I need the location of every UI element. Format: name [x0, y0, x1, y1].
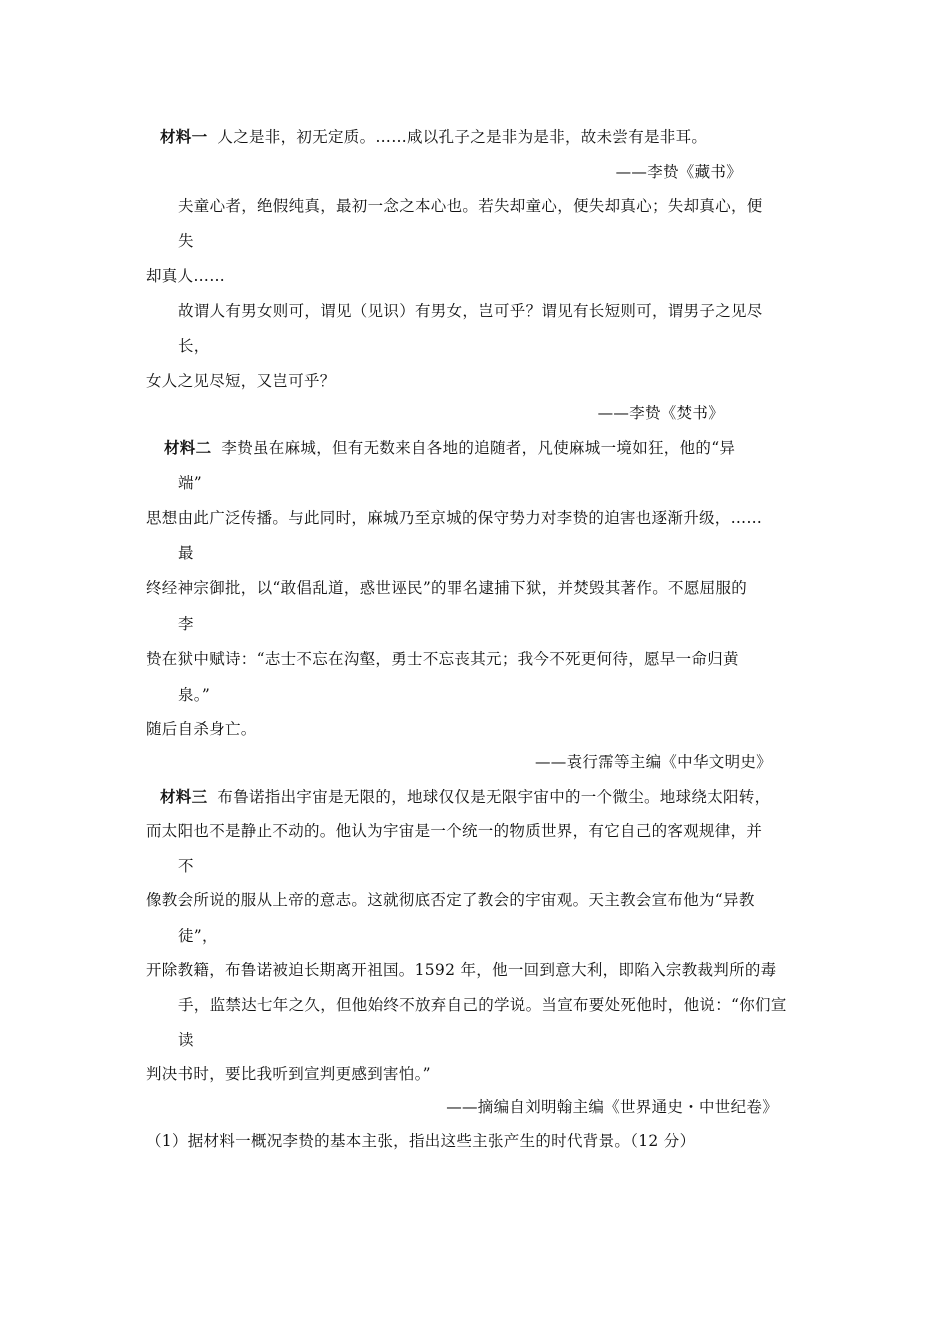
material2-line8: 泉。” [178, 686, 211, 704]
material2-label: 材料二 [164, 439, 212, 457]
material2-source: ——袁行霈等主编《中华文明史》 [534, 753, 772, 771]
material2-line4: 最 [178, 544, 194, 562]
material2-line3: 思想由此广泛传播。与此同时，麻城乃至京城的保守势力对李贽的迫害也逐渐升级，…… [146, 509, 763, 527]
material1-p2-line2: 失 [178, 232, 194, 250]
material3-line4: 像教会所说的服从上帝的意志。这就彻底否定了教会的宇宙观。天主教会宣布他为“异教 [146, 891, 755, 909]
material1-p3-line1: 故谓人有男女则可，谓见（见识）有男女，岂可乎？谓见有长短则可，谓男子之见尽 [178, 302, 763, 320]
material1-p3-line2: 长， [178, 337, 210, 355]
material3-line9: 判决书时，要比我听到宣判更感到害怕。” [146, 1065, 431, 1083]
material2-line1 [164, 438, 735, 458]
material1-p2-line1: 夫童心者，绝假纯真，最初一念之本心也。若失却童心，便失却真心；失却真心，便 [178, 197, 763, 215]
material3-line8: 读 [178, 1031, 194, 1049]
material2-text: 李贽虽在麻城，但有无数来自各地的追随者，凡使麻城一境如狂，他的“异 [221, 439, 736, 457]
material3-line7: 手，监禁达七年之久，但他始终不放弃自己的学说。当宣布要处死他时，他说：“你们宣 [178, 996, 787, 1014]
material1-source2: ——李贽《焚书》 [597, 404, 724, 422]
material3-text: 布鲁诺指出宇宙是无限的，地球仅仅是无限宇宙中的一个微尘。地球绕太阳转， [217, 788, 771, 806]
material3-line1 [160, 787, 770, 807]
material3-line2: 而太阳也不是静止不动的。他认为宇宙是一个统一的物质世界，有它自己的客观规律，并 [146, 822, 763, 840]
material3-line6: 开除教籍，布鲁诺被迫长期离开祖国。1592 年，他一回到意大利，即陷入宗教裁判所的毒 [146, 961, 777, 979]
material1-source1: ——李贽《藏书》 [615, 163, 742, 181]
material2-line2: 端” [178, 474, 203, 492]
material1-line1 [160, 127, 707, 147]
material1-p3-line3: 女人之见尽短，又岂可乎？ [146, 372, 336, 390]
material3-label: 材料三 [160, 788, 208, 806]
material2-line6: 李 [178, 615, 194, 633]
material2-line5: 终经神宗御批，以“敢倡乱道，惑世诬民”的罪名逮捕下狱，并焚毁其著作。不愿屈服的 [146, 579, 748, 597]
material3-line3: 不 [178, 857, 194, 875]
question-1: （1）据材料一概况李贽的基本主张，指出这些主张产生的时代背景。（12 分） [146, 1132, 696, 1150]
material1-label: 材料一 [160, 128, 208, 146]
material1-text: 人之是非，初无定质。……咸以孔子之是非为是非，故未尝有是非耳。 [217, 128, 708, 146]
material1-p2-line3: 却真人…… [146, 267, 226, 285]
material3-line5: 徒”， [178, 927, 218, 945]
material3-source: ——摘编自刘明翰主编《世界通史・中世纪卷》 [446, 1098, 778, 1116]
material2-line7: 贽在狱中赋诗：“志士不忘在沟壑，勇士不忘丧其元；我今不死更何待，愿早一命归黄 [146, 650, 739, 668]
material2-line9: 随后自杀身亡。 [146, 720, 257, 738]
